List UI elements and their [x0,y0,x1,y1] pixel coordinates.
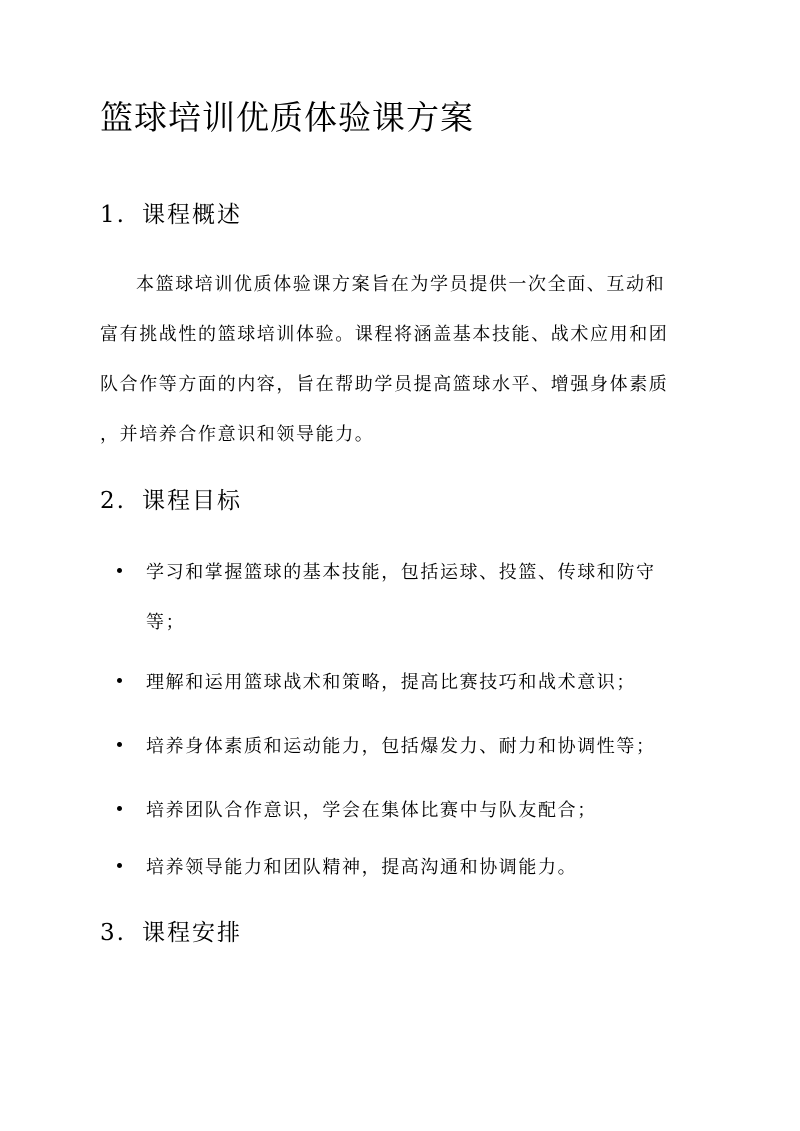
paragraph-line: ，并培养合作意识和领导能力。 [100,424,375,445]
bullet-icon [117,678,122,683]
section-number: 2. [100,488,126,514]
list-item-continuation: 等； [146,612,186,633]
bullet-icon [117,742,122,747]
list-item-text: 培养领导能力和团队精神，提高沟通和协调能力。 [146,857,578,878]
section-number: 1. [100,202,126,228]
section-heading-schedule [100,914,242,947]
section-heading-goals [100,482,242,515]
section-heading-overview [100,196,242,229]
paragraph-line: 本篮球培训优质体验课方案旨在为学员提供一次全面、互动和 [136,274,666,295]
paragraph-line: 富有挑战性的篮球培训体验。课程将涵盖基本技能、战术应用和团 [100,324,669,345]
bullet-icon [117,568,122,573]
list-item-text: 学习和掌握篮球的基本技能，包括运球、投篮、传球和防守 [146,562,656,583]
section-heading-text: 课程概述 [142,202,242,228]
list-item-text: 理解和运用篮球战术和策略，提高比赛技巧和战术意识； [146,672,636,693]
list-item-text: 培养团队合作意识，学会在集体比赛中与队友配合； [146,800,597,821]
section-number: 3. [100,920,126,946]
section-heading-text: 课程目标 [142,488,242,514]
bullet-icon [117,806,122,811]
list-item-text: 培养身体素质和运动能力，包括爆发力、耐力和协调性等； [146,736,656,757]
paragraph-line: 队合作等方面的内容，旨在帮助学员提高篮球水平、增强身体素质 [100,374,669,395]
section-heading-text: 课程安排 [142,920,242,946]
bullet-icon [117,863,122,868]
document-title: 篮球培训优质体验课方案 [100,98,474,137]
